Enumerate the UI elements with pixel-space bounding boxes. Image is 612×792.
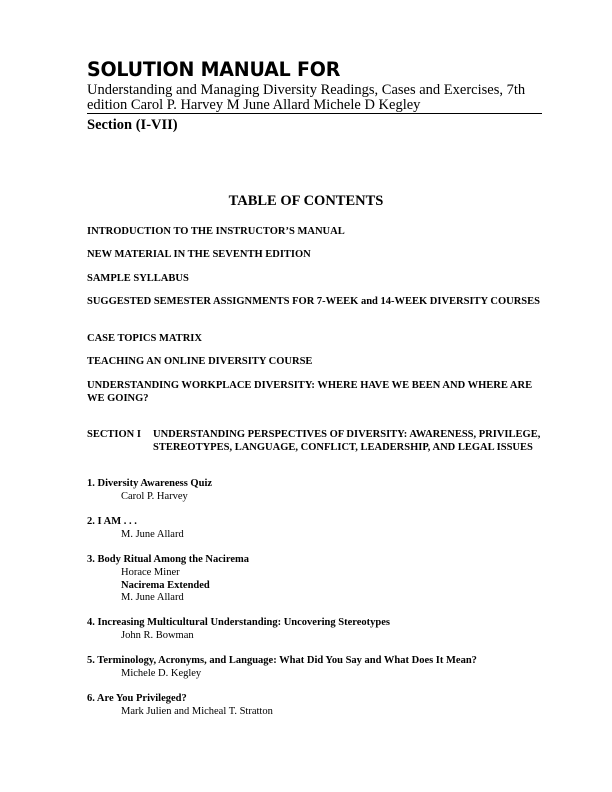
entry-author: M. June Allard bbox=[121, 592, 184, 604]
toc-entry bbox=[87, 554, 547, 605]
entry-author: John R. Bowman bbox=[121, 629, 194, 641]
toc-item: TEACHING AN ONLINE DIVERSITY COURSE bbox=[87, 356, 313, 367]
entry-subtitle: Nacirema Extended bbox=[121, 579, 210, 591]
entry-author: Horace Miner bbox=[121, 566, 180, 578]
entry-author: M. June Allard bbox=[121, 528, 184, 540]
toc-item: INTRODUCTION TO THE INSTRUCTOR’S MANUAL bbox=[87, 226, 345, 237]
toc-entry bbox=[87, 655, 547, 681]
section-title: UNDERSTANDING PERSPECTIVES OF DIVERSITY: AWARENESS, PRIVILEGE, STEREOTYPES, LANGUAGE, CONFLICT, LEADERSHIP, AND LEGAL ISSUES bbox=[153, 429, 541, 453]
toc-item: CASE TOPICS MATRIX bbox=[87, 333, 202, 344]
entry-title: 6. Are You Privileged? bbox=[87, 693, 187, 704]
section-range: Section (I-VII) bbox=[87, 117, 178, 133]
entry-title: 5. Terminology, Acronyms, and Language: What Did You Say and What Does It Mean? bbox=[87, 655, 477, 666]
book-subtitle: Understanding and Managing Diversity Readings, Cases and Exercises, 7th edition Carol P. Harvey M June Allard Michele D Kegley bbox=[87, 82, 526, 113]
toc-entry bbox=[87, 693, 547, 719]
toc-item: UNDERSTANDING WORKPLACE DIVERSITY: WHERE HAVE WE BEEN AND WHERE ARE WE GOING? bbox=[87, 380, 533, 404]
entry-author: Michele D. Kegley bbox=[121, 667, 202, 679]
toc-title: TABLE OF CONTENTS bbox=[228, 193, 384, 209]
brand-heading: SOLUTION MANUAL FOR bbox=[87, 58, 341, 82]
entry-title: 4. Increasing Multicultural Understanding: Uncovering Stereotypes bbox=[87, 617, 390, 628]
toc-entry bbox=[87, 516, 547, 542]
entry-number: 1 bbox=[87, 478, 93, 489]
entry-author: Mark Julien and Micheal T. Stratton bbox=[121, 705, 273, 717]
toc-item: NEW MATERIAL IN THE SEVENTH EDITION bbox=[87, 249, 311, 260]
toc-item: SAMPLE SYLLABUS bbox=[87, 273, 189, 284]
toc-item: SUGGESTED SEMESTER ASSIGNMENTS FOR 7-WEEK and 14-WEEK DIVERSITY COURSES bbox=[87, 296, 540, 307]
section-label: SECTION I bbox=[87, 429, 141, 440]
toc-entry bbox=[87, 478, 547, 504]
entry-title: 3. Body Ritual Among the Nacirema bbox=[87, 554, 249, 565]
header-divider bbox=[87, 113, 542, 114]
entry-author: Carol P. Harvey bbox=[121, 490, 188, 502]
entry-title: 2. I AM . . . bbox=[87, 516, 137, 527]
toc-entry bbox=[87, 617, 547, 643]
entry-title: . Diversity Awareness Quiz bbox=[92, 478, 213, 489]
